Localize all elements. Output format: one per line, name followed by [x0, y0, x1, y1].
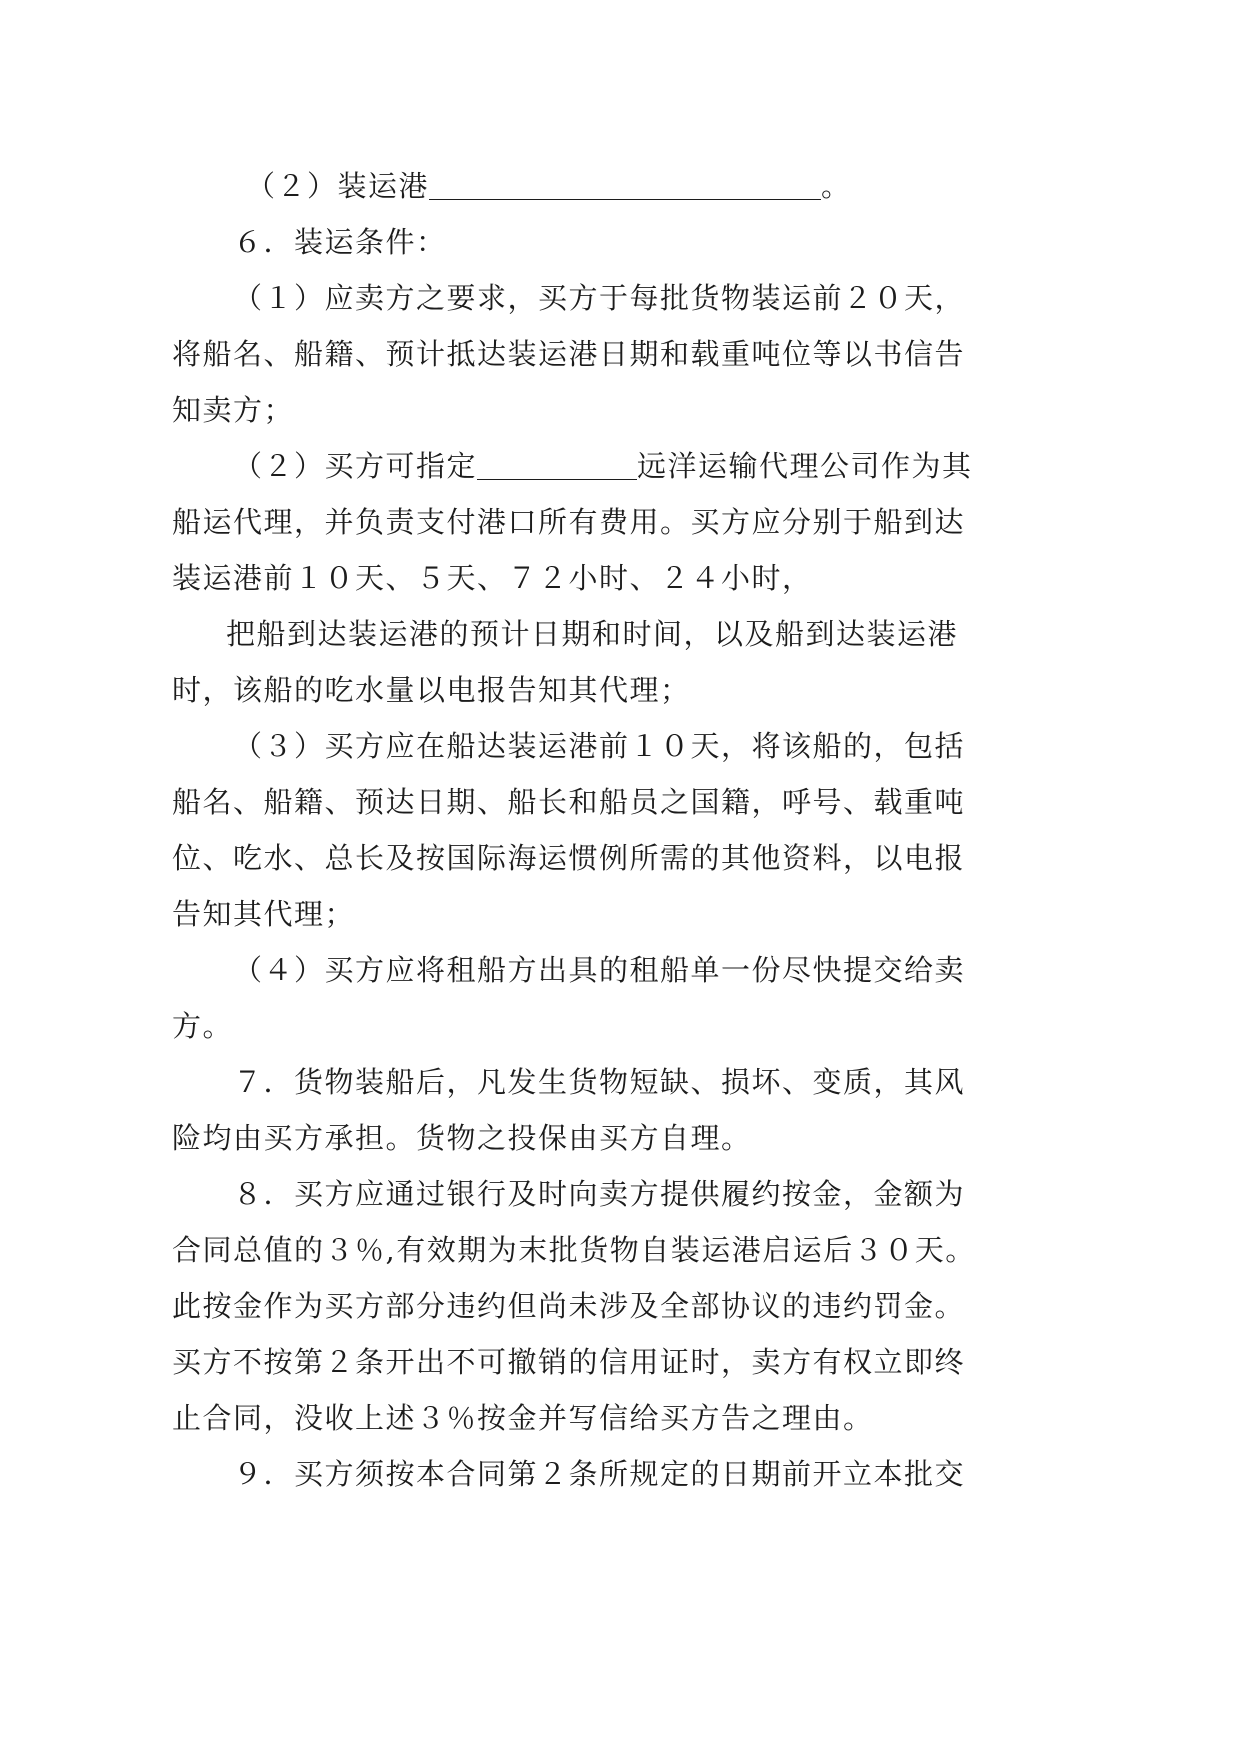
- text-segment: （２）买方可指定: [233, 449, 478, 483]
- text-line: 告知其代理；: [172, 897, 356, 931]
- text-line-loading-port: [246, 166, 852, 206]
- text-line: 时，该船的吃水量以电报告知其代理；: [172, 673, 691, 707]
- text-line: （３）买方应在船达装运港前１０天，将该船的，包括: [233, 729, 966, 763]
- text-line-agent: [233, 446, 973, 486]
- text-line: （４）买方应将租船方出具的租船单一份尽快提交给卖: [233, 953, 966, 987]
- text-line: 把船到达装运港的预计日期和时间，以及船到达装运港: [226, 617, 959, 651]
- text-line: 将船名、船籍、预计抵达装运港日期和载重吨位等以书信告: [172, 337, 966, 371]
- text-line: 险均由买方承担。货物之投保由买方自理。: [172, 1121, 752, 1155]
- text-line: 此按金作为买方部分违约但尚未涉及全部协议的违约罚金。: [172, 1289, 966, 1323]
- section-heading-6: ６．装运条件：: [233, 225, 447, 259]
- blank-field-loading-port: [429, 171, 821, 200]
- text-line: 止合同，没收上述３％按金并写信给买方告之理由。: [172, 1401, 874, 1435]
- section-9-line: ９．买方须按本合同第２条所规定的日期前开立本批交: [233, 1457, 966, 1491]
- text-line: 知卖方；: [172, 393, 295, 427]
- text-segment: （２）装运港: [246, 169, 430, 203]
- text-line: 买方不按第２条开出不可撤销的信用证时，卖方有权立即终: [172, 1345, 966, 1379]
- text-line: 船名、船籍、预达日期、船长和船员之国籍，呼号、载重吨: [172, 785, 966, 819]
- text-line: 合同总值的３％,有效期为末批货物自装运港启运后３０天。: [172, 1233, 976, 1267]
- text-line: 装运港前１０天、５天、７２小时、２４小时，: [172, 561, 813, 595]
- text-segment: 远洋运输代理公司作为其: [637, 449, 973, 483]
- section-8-line: ８．买方应通过银行及时向卖方提供履约按金，金额为: [233, 1177, 966, 1211]
- text-line: 船运代理，并负责支付港口所有费用。买方应分别于船到达: [172, 505, 966, 539]
- section-7-line: ７．货物装船后，凡发生货物短缺、损坏、变质，其风: [233, 1065, 966, 1099]
- text-line: 位、吃水、总长及按国际海运惯例所需的其他资料，以电报: [172, 841, 966, 875]
- text-line: 方。: [172, 1009, 234, 1043]
- blank-field-agent: [477, 451, 637, 480]
- text-segment: 。: [821, 169, 852, 203]
- text-line: （１）应卖方之要求，买方于每批货物装运前２０天，: [233, 281, 966, 315]
